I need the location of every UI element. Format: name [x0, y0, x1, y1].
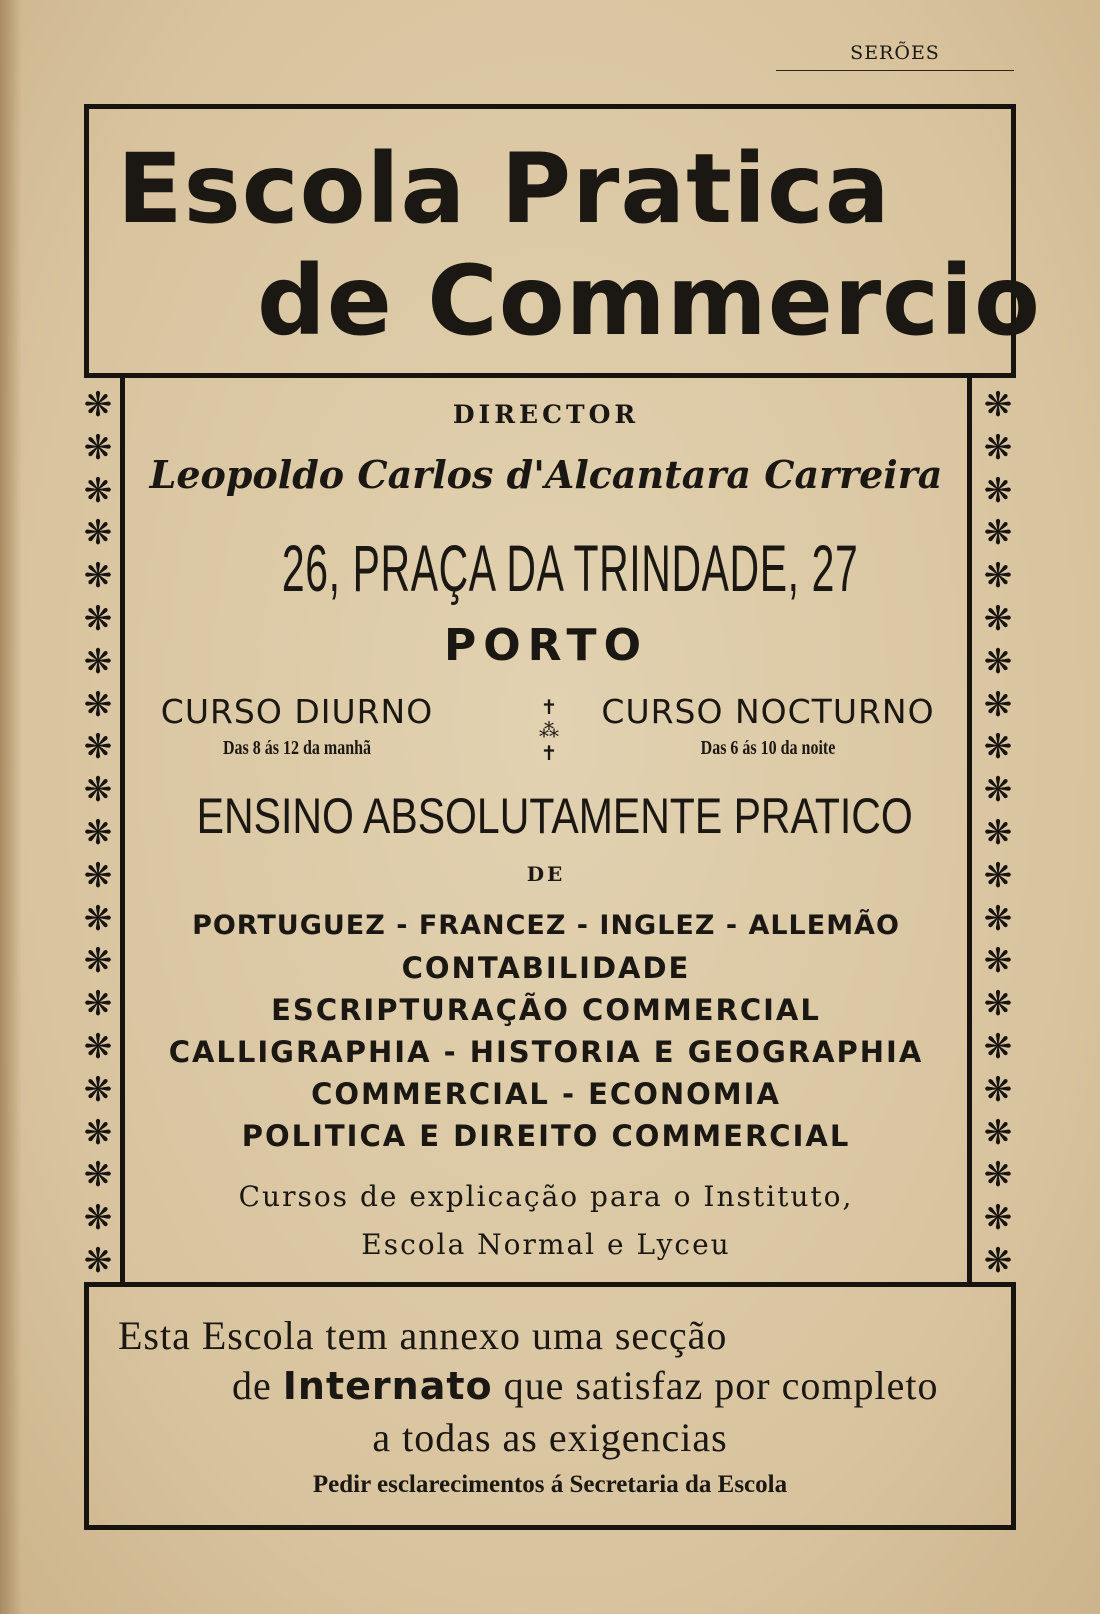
- day-course-hours: Das 8 ás 12 da manhã: [222, 737, 372, 759]
- preparation-line: Cursos de explicação para o Instituto,: [238, 1180, 854, 1213]
- rosette-icon: ❋: [983, 641, 1013, 682]
- rosette-icon: ❋: [83, 1112, 113, 1153]
- subject-line: COMMERCIAL - ECONOMIA: [311, 1077, 781, 1111]
- subject-line: CALLIGRAPHIA - HISTORIA E GEOGRAPHIA: [168, 1035, 924, 1069]
- rosette-icon: ❋: [983, 770, 1013, 811]
- school-title-line-2: de Commercio: [257, 245, 1041, 357]
- rosette-icon: ❋: [83, 684, 113, 725]
- rosette-icon: ❋: [983, 385, 1013, 425]
- rosette-icon: ❋: [983, 556, 1013, 597]
- annex-line-1: Esta Escola tem annexo uma secção: [118, 1313, 728, 1358]
- address: 26, PRAÇA DA TRINDADE, 27: [281, 531, 859, 605]
- rosette-icon: ❋: [83, 727, 113, 768]
- annex-line-2-pre: de: [232, 1363, 272, 1408]
- internato-word: Internato: [282, 1364, 493, 1408]
- rosette-icon: ❋: [83, 1198, 113, 1239]
- city: PORTO: [444, 620, 648, 671]
- rosette-icon: ❋: [83, 470, 113, 511]
- rosette-icon: ❋: [83, 556, 113, 597]
- subject-line: CONTABILIDADE: [401, 951, 691, 985]
- rosette-icon: ❋: [83, 598, 113, 639]
- rosette-icon: ❋: [983, 1155, 1013, 1196]
- rosette-icon: ❋: [983, 855, 1013, 896]
- annex-line-2: [232, 1362, 938, 1410]
- running-head: SERÕES: [776, 40, 1014, 71]
- request-line: Pedir esclarecimentos á Secretaria da Escola: [312, 1471, 788, 1498]
- rosette-icon: ❋: [983, 1240, 1013, 1281]
- annex-line-3: a todas as exigencias: [372, 1415, 728, 1460]
- rosette-icon: ❋: [83, 427, 113, 468]
- tagline: ENSINO ABSOLUTAMENTE PRATICO: [196, 788, 913, 844]
- ornament-divider-icon: ✝ ⁂ ✝: [539, 695, 559, 765]
- day-course-title: CURSO DIURNO: [160, 692, 434, 731]
- rosette-icon: ❋: [83, 1240, 113, 1281]
- rosette-icon: ❋: [83, 812, 113, 853]
- rosette-icon: ❋: [983, 898, 1013, 939]
- rosette-icon: ❋: [83, 898, 113, 939]
- rosette-icon: ❋: [83, 513, 113, 554]
- rosette-icon: ❋: [983, 1112, 1013, 1153]
- school-title-line-1: Escola Pratica: [117, 133, 891, 245]
- rosette-icon: ❋: [983, 598, 1013, 639]
- rosette-icon: ❋: [983, 1026, 1013, 1067]
- rosette-icon: ❋: [983, 984, 1013, 1025]
- rosette-icon: ❋: [83, 641, 113, 682]
- rosette-icon: ❋: [983, 1198, 1013, 1239]
- night-course-hours: Das 6 ás 10 da noite: [700, 737, 836, 759]
- director-label: DIRECTOR: [452, 400, 640, 429]
- subject-line: PORTUGUEZ - FRANCEZ - INGLEZ - ALLEMÃO: [192, 910, 900, 941]
- subject-line: POLITICA E DIREITO COMMERCIAL: [241, 1119, 851, 1153]
- rosette-icon: ❋: [83, 770, 113, 811]
- rosette-icon: ❋: [983, 1069, 1013, 1110]
- rosette-icon: ❋: [983, 513, 1013, 554]
- rosette-icon: ❋: [983, 941, 1013, 982]
- rosette-icon: ❋: [83, 941, 113, 982]
- left-rosette-border: [78, 385, 118, 1281]
- rosette-icon: ❋: [83, 1026, 113, 1067]
- subject-line: ESCRIPTURAÇÃO COMMERCIAL: [271, 993, 821, 1027]
- rosette-icon: ❋: [983, 427, 1013, 468]
- night-course-title: CURSO NOCTURNO: [601, 692, 935, 731]
- rosette-icon: ❋: [983, 812, 1013, 853]
- rosette-icon: ❋: [83, 984, 113, 1025]
- de-label: DE: [526, 862, 566, 886]
- rosette-icon: ❋: [83, 855, 113, 896]
- page-spine-shadow: [0, 0, 22, 1614]
- annex-line-2-post: que satisfaz por completo: [503, 1363, 939, 1408]
- rosette-icon: ❋: [983, 684, 1013, 725]
- rosette-icon: ❋: [983, 470, 1013, 511]
- director-name: Leopoldo Carlos d'Alcantara Carreira: [149, 452, 943, 497]
- preparation-line: Escola Normal e Lyceu: [361, 1228, 731, 1261]
- rosette-icon: ❋: [83, 1155, 113, 1196]
- right-rosette-border: [978, 385, 1018, 1281]
- rosette-icon: ❋: [83, 1069, 113, 1110]
- title-box: [84, 104, 1041, 378]
- rosette-icon: ❋: [983, 727, 1013, 768]
- rosette-icon: ❋: [83, 385, 113, 425]
